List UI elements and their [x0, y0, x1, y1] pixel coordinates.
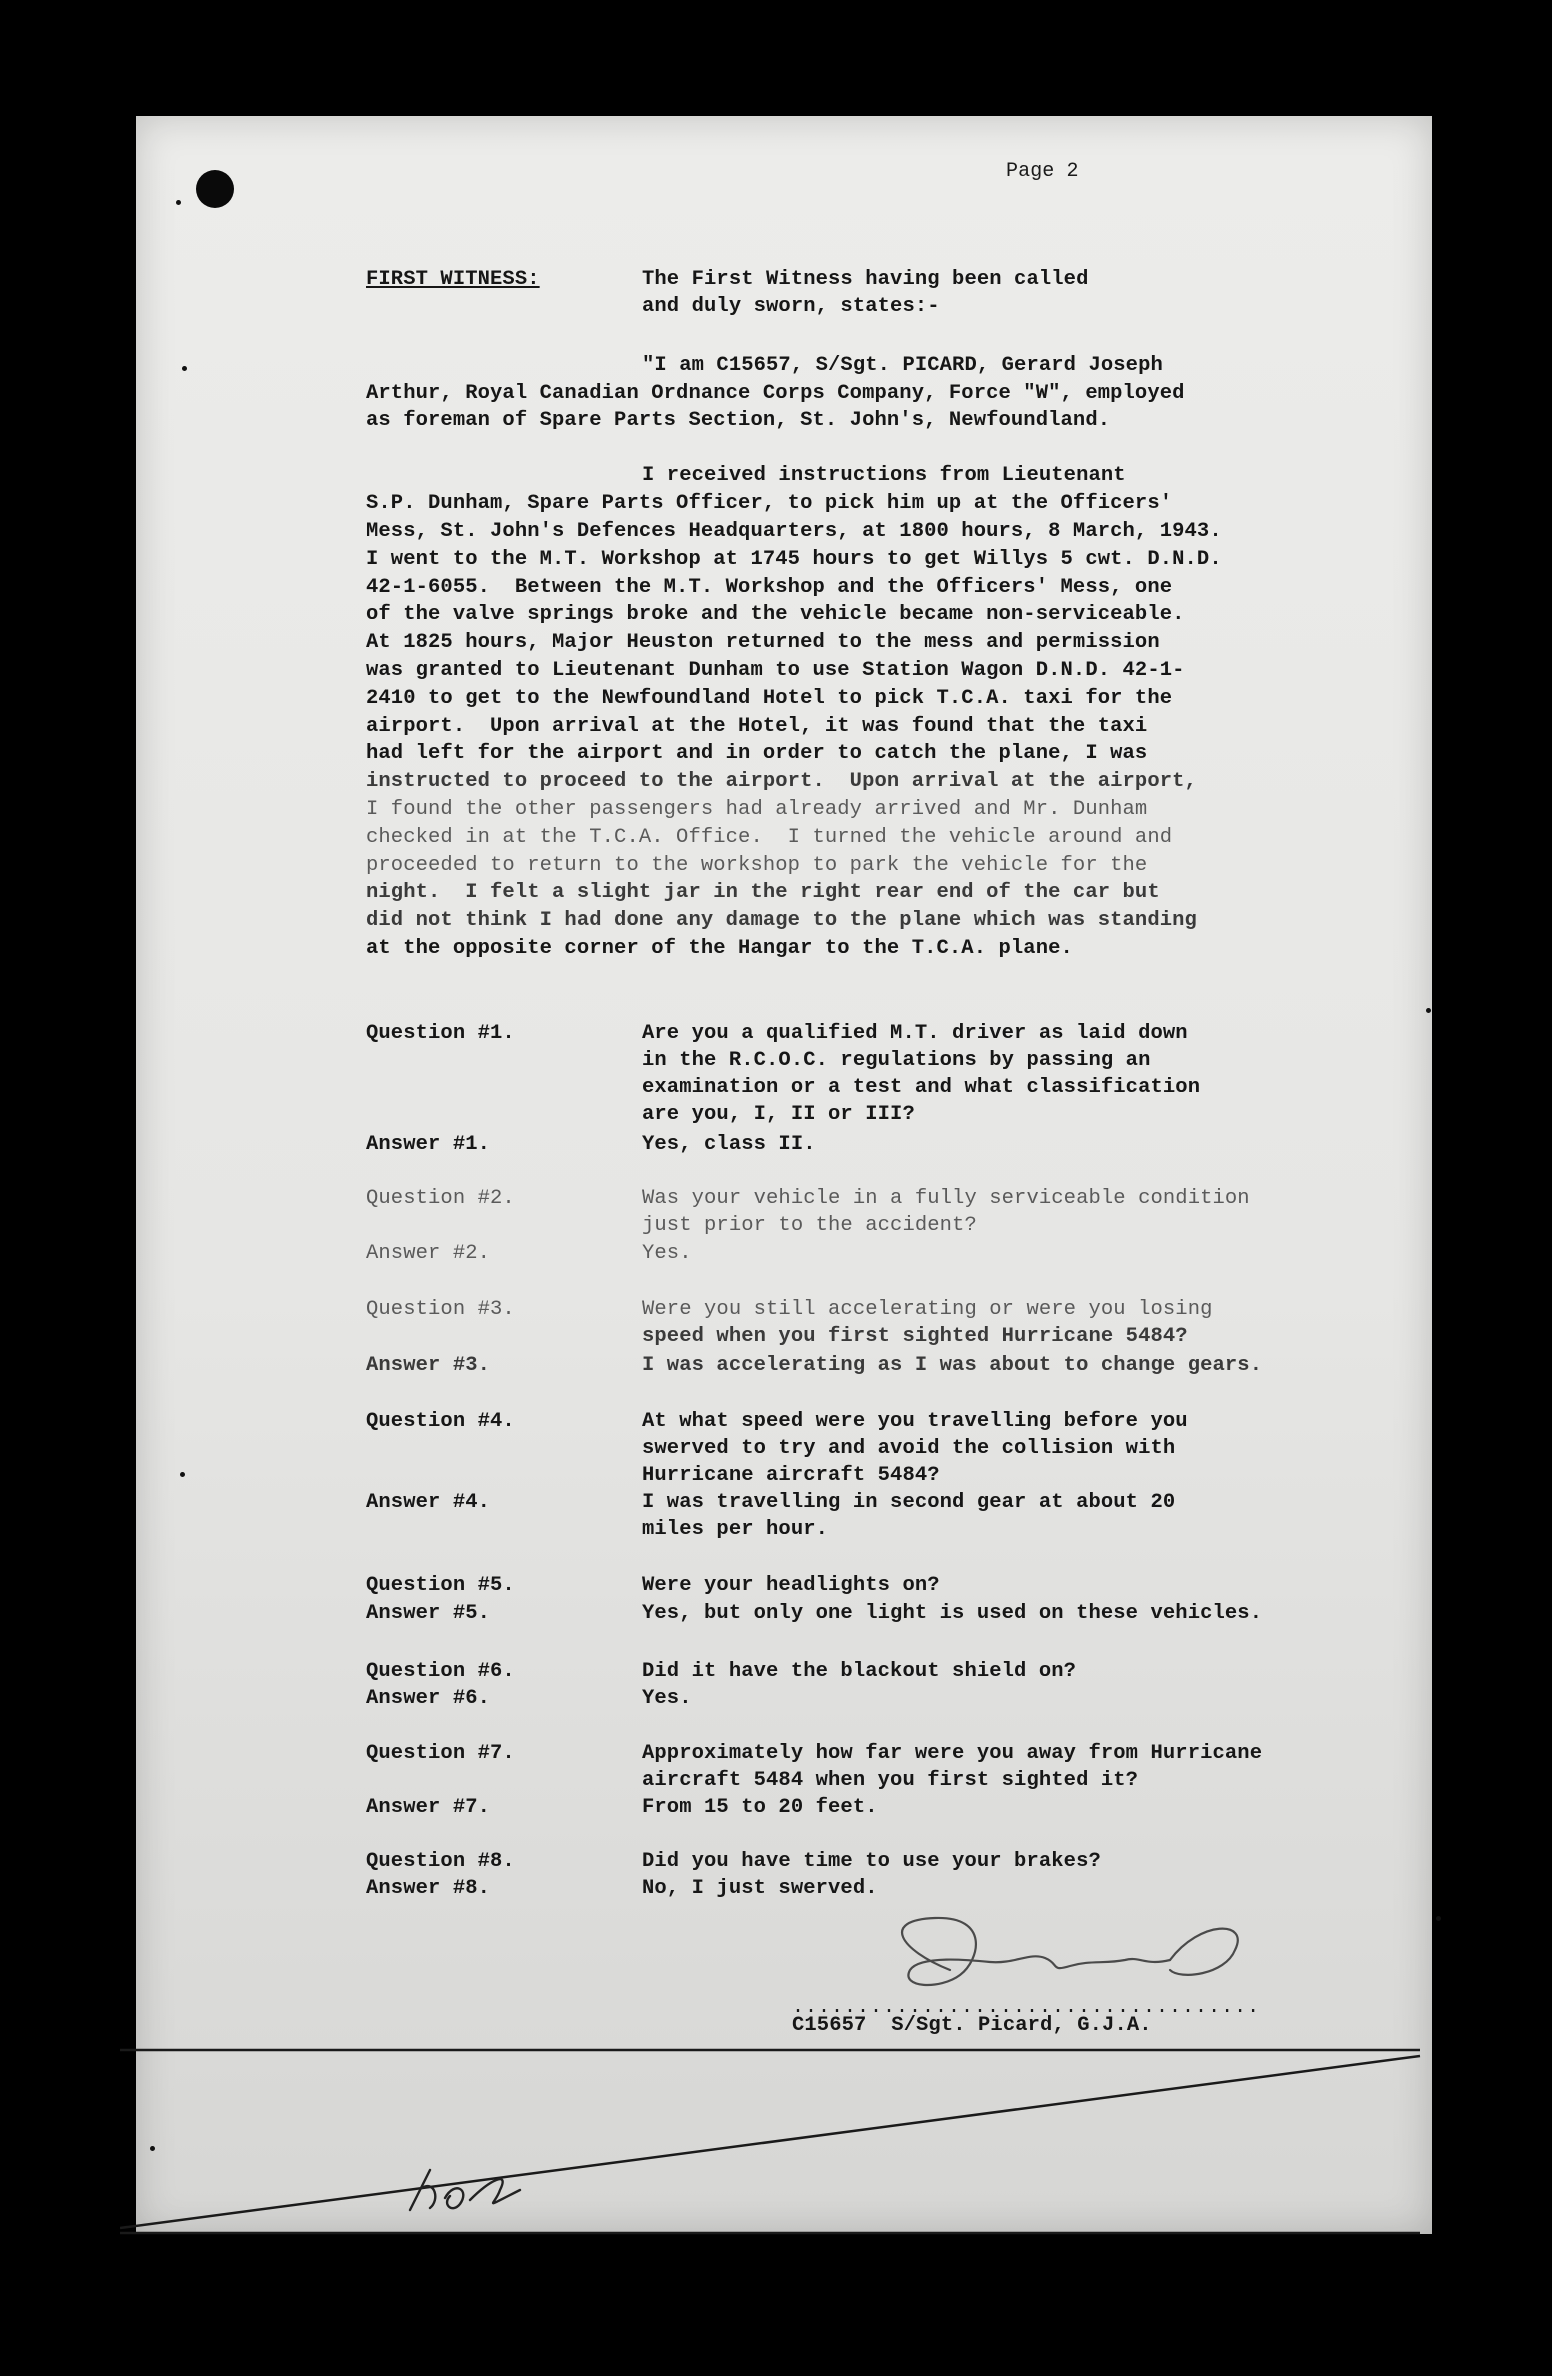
- answer-label: Answer #3.: [366, 1354, 491, 1377]
- first-witness-heading: FIRST WITNESS:: [366, 268, 540, 291]
- statement-line: night. I felt a slight jar in the right rear end of the car but: [366, 881, 1160, 904]
- question-label: Question #7.: [366, 1742, 515, 1765]
- statement-line: had left for the airport and in order to catch the plane, I was: [366, 742, 1148, 765]
- question-text: Approximately how far were you away from Hurricane: [642, 1742, 1263, 1765]
- question-label: Question #8.: [366, 1850, 515, 1873]
- question-text: are you, I, II or III?: [642, 1103, 915, 1126]
- answer-text: Yes, class II.: [642, 1133, 816, 1156]
- question-text: Was your vehicle in a fully serviceable condition: [642, 1187, 1250, 1210]
- question-label: Question #4.: [366, 1410, 515, 1433]
- question-text: Did it have the blackout shield on?: [642, 1660, 1077, 1683]
- question-label: Question #6.: [366, 1660, 515, 1683]
- statement-line: "I am C15657, S/Sgt. PICARD, Gerard Joseph: [642, 354, 1163, 377]
- question-text: Were your headlights on?: [642, 1574, 940, 1597]
- speck: [182, 366, 187, 371]
- intro-line: The First Witness having been called: [642, 268, 1089, 291]
- answer-text: I was accelerating as I was about to change gears.: [642, 1354, 1263, 1377]
- statement-line: I received instructions from Lieutenant: [642, 464, 1126, 487]
- answer-text: Yes.: [642, 1242, 692, 1265]
- statement-line: 42-1-6055. Between the M.T. Workshop and the Officers' Mess, one: [366, 576, 1173, 599]
- speck: [1436, 1916, 1441, 1921]
- question-label: Question #2.: [366, 1187, 515, 1210]
- statement-line: S.P. Dunham, Spare Parts Officer, to pick him up at the Officers': [366, 492, 1173, 515]
- answer-label: Answer #6.: [366, 1687, 491, 1710]
- signature-dotted-line: ....................................: [792, 1996, 1261, 2019]
- answer-label: Answer #5.: [366, 1602, 491, 1625]
- statement-line: I found the other passengers had already arrived and Mr. Dunham: [366, 798, 1148, 821]
- question-label: Question #5.: [366, 1574, 515, 1597]
- answer-text: miles per hour.: [642, 1518, 829, 1541]
- statement-line: 2410 to get to the Newfoundland Hotel to pick T.C.A. taxi for the: [366, 687, 1173, 710]
- answer-label: Answer #1.: [366, 1133, 491, 1156]
- statement-line: was granted to Lieutenant Dunham to use Station Wagon D.N.D. 42-1-: [366, 659, 1185, 682]
- speck: [1426, 1008, 1431, 1013]
- question-text: swerved to try and avoid the collision with: [642, 1437, 1176, 1460]
- question-text: examination or a test and what classification: [642, 1076, 1201, 1099]
- statement-line: checked in at the T.C.A. Office. I turned the vehicle around and: [366, 826, 1173, 849]
- signature-name-line: C15657 S/Sgt. Picard, G.J.A.: [792, 2014, 1152, 2037]
- answer-text: Yes, but only one light is used on these vehicles.: [642, 1602, 1263, 1625]
- statement-line: instructed to proceed to the airport. Upon arrival at the airport,: [366, 770, 1197, 793]
- punch-hole: [196, 170, 234, 208]
- statement-line: Arthur, Royal Canadian Ordnance Corps Company, Force "W", employed: [366, 382, 1185, 405]
- answer-text: I was travelling in second gear at about 20: [642, 1491, 1176, 1514]
- statement-line: Mess, St. John's Defences Headquarters, at 1800 hours, 8 March, 1943.: [366, 520, 1222, 543]
- question-label: Question #1.: [366, 1022, 515, 1045]
- answer-label: Answer #2.: [366, 1242, 491, 1265]
- question-label: Question #3.: [366, 1298, 515, 1321]
- statement-line: proceeded to return to the workshop to park the vehicle for the: [366, 854, 1148, 877]
- question-text: speed when you first sighted Hurricane 5484?: [642, 1325, 1188, 1348]
- question-text: just prior to the accident?: [642, 1214, 977, 1237]
- statement-line: at the opposite corner of the Hangar to the T.C.A. plane.: [366, 937, 1073, 960]
- speck: [180, 1472, 185, 1477]
- question-text: Were you still accelerating or were you losing: [642, 1298, 1213, 1321]
- question-text: aircraft 5484 when you first sighted it?: [642, 1769, 1139, 1792]
- speck: [176, 200, 181, 205]
- answer-label: Answer #4.: [366, 1491, 491, 1514]
- question-text: in the R.C.O.C. regulations by passing an: [642, 1049, 1151, 1072]
- statement-line: airport. Upon arrival at the Hotel, it was found that the taxi: [366, 715, 1148, 738]
- question-text: Hurricane aircraft 5484?: [642, 1464, 940, 1487]
- answer-label: Answer #7.: [366, 1796, 491, 1819]
- statement-line: At 1825 hours, Major Heuston returned to the mess and permission: [366, 631, 1160, 654]
- answer-text: From 15 to 20 feet.: [642, 1796, 878, 1819]
- closing-rule: [120, 2030, 1440, 2250]
- statement-line: of the valve springs broke and the vehicle became non-serviceable.: [366, 603, 1185, 626]
- question-text: Are you a qualified M.T. driver as laid down: [642, 1022, 1188, 1045]
- intro-line: and duly sworn, states:-: [642, 295, 940, 318]
- answer-text: No, I just swerved.: [642, 1877, 878, 1900]
- answer-label: Answer #8.: [366, 1877, 491, 1900]
- statement-line: did not think I had done any damage to the plane which was standing: [366, 909, 1197, 932]
- statement-line: I went to the M.T. Workshop at 1745 hours to get Willys 5 cwt. D.N.D.: [366, 548, 1222, 571]
- answer-text: Yes.: [642, 1687, 692, 1710]
- page-number: Page 2: [1006, 160, 1079, 183]
- question-text: At what speed were you travelling before you: [642, 1410, 1188, 1433]
- statement-line: as foreman of Spare Parts Section, St. John's, Newfoundland.: [366, 409, 1111, 432]
- handwritten-initials: [400, 2160, 550, 2220]
- handwritten-signature: [840, 1900, 1260, 2010]
- question-text: Did you have time to use your brakes?: [642, 1850, 1101, 1873]
